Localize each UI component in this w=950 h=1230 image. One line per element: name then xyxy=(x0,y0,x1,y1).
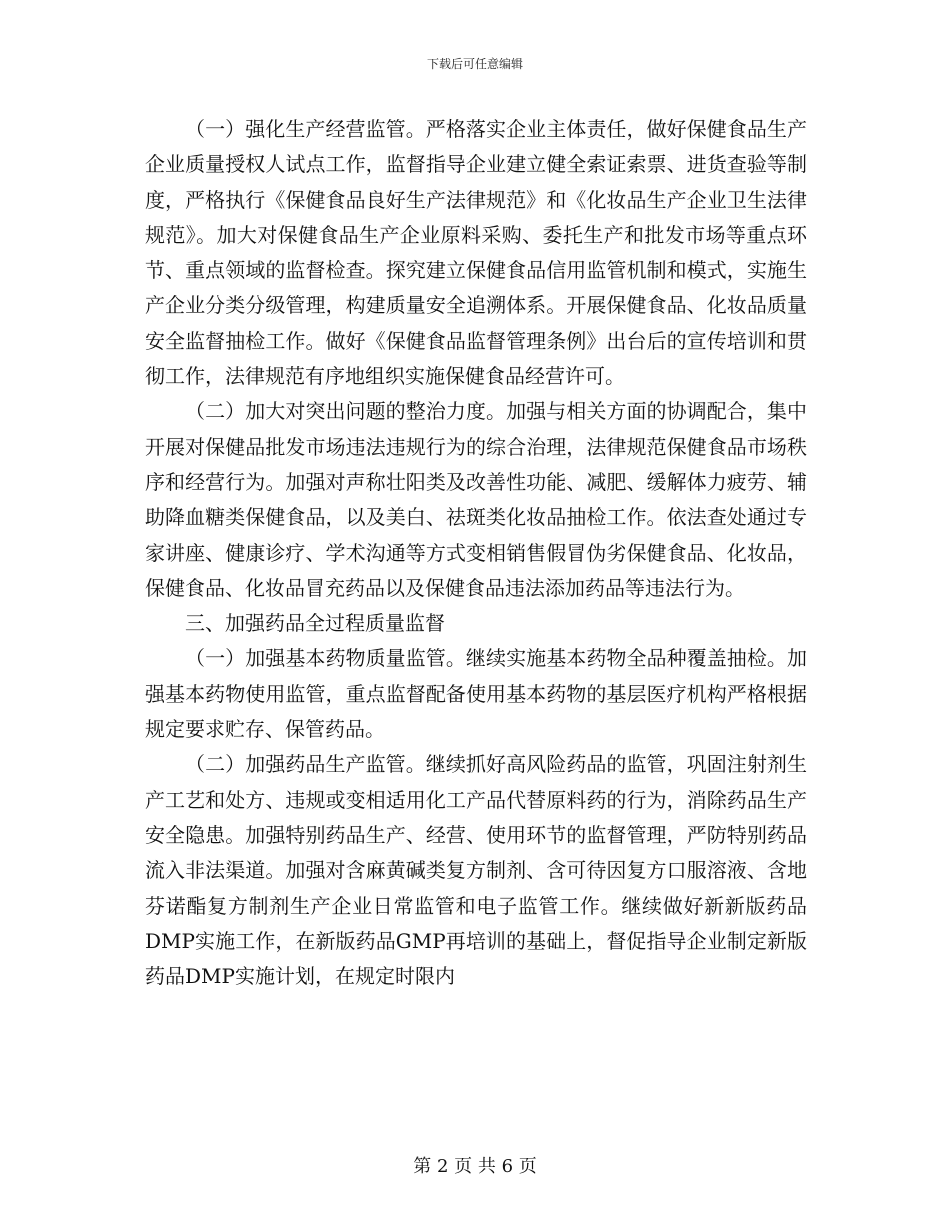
page-footer: 第 2 页 共 6 页 xyxy=(413,1156,537,1177)
paragraph-rectification: （二）加大对突出问题的整治力度。加强与相关方面的协调配合，集中开展对保健品批发市场违法违规行为的综合治理，法律规范保健食品市场秩序和经营行为。加强对声称壮阳类及改善性功能、减肥、缓解体力疲劳、辅助降血糖类保健食品，以及美白、祛斑类化妆品抽检工作。依法查处通过专家讲座、健康诊疗、学术沟通等方式变相销售假冒伪劣保健食品、化妆品，保健食品、化妆品冒充药品以及保健食品违法添加药品等违法行为。 xyxy=(145,399,807,600)
page-header: 下载后可任意编辑 xyxy=(426,57,523,71)
document-body xyxy=(145,112,807,994)
paragraph-basic-drugs: （一）加强基本药物质量监管。继续实施基本药物全品种覆盖抽检。加强基本药物使用监管，重点监督配备使用基本药物的基层医疗机构严格根据规定要求贮存、保管药品。 xyxy=(145,646,807,742)
paragraph-drug-production: （二）加强药品生产监管。继续抓好高风险药品的监管，巩固注射剂生产工艺和处方、违规或变相适用化工产品代替原料药的行为，消除药品生产安全隐患。加强特别药品生产、经营、使用环节的监督管理，严防特别药品流入非法渠道。加强对含麻黄碱类复方制剂、含可待因复方口服溶液、含地芬诺酯复方制剂生产企业日常监管和电子监管工作。继续做好新新版药品DMP实施工作，在新版药品GMP再培训的基础上，督促指导企业制定新版药品DMP实施计划，在规定时限内 xyxy=(145,752,807,989)
section-heading-drug-quality: 三、加强药品全过程质量监督 xyxy=(185,611,445,636)
paragraph-production-supervision: （一）强化生产经营监管。严格落实企业主体责任，做好保健食品生产企业质量授权人试点工作，监督指导企业建立健全索证索票、进货查验等制度，严格执行《保健食品良好生产法律规范》和《化妆品生产企业卫生法律规范》。加大对保健食品生产企业原料采购、委托生产和批发市场等重点环节、重点领域的监督检查。探究建立保健食品信用监管机制和模式，实施生产企业分类分级管理，构建质量安全追溯体系。开展保健食品、化妆品质量安全监督抽检工作。做好《保健食品监督管理条例》出台后的宣传培训和贯彻工作，法律规范有序地组织实施保健食品经营许可。 xyxy=(145,117,807,389)
